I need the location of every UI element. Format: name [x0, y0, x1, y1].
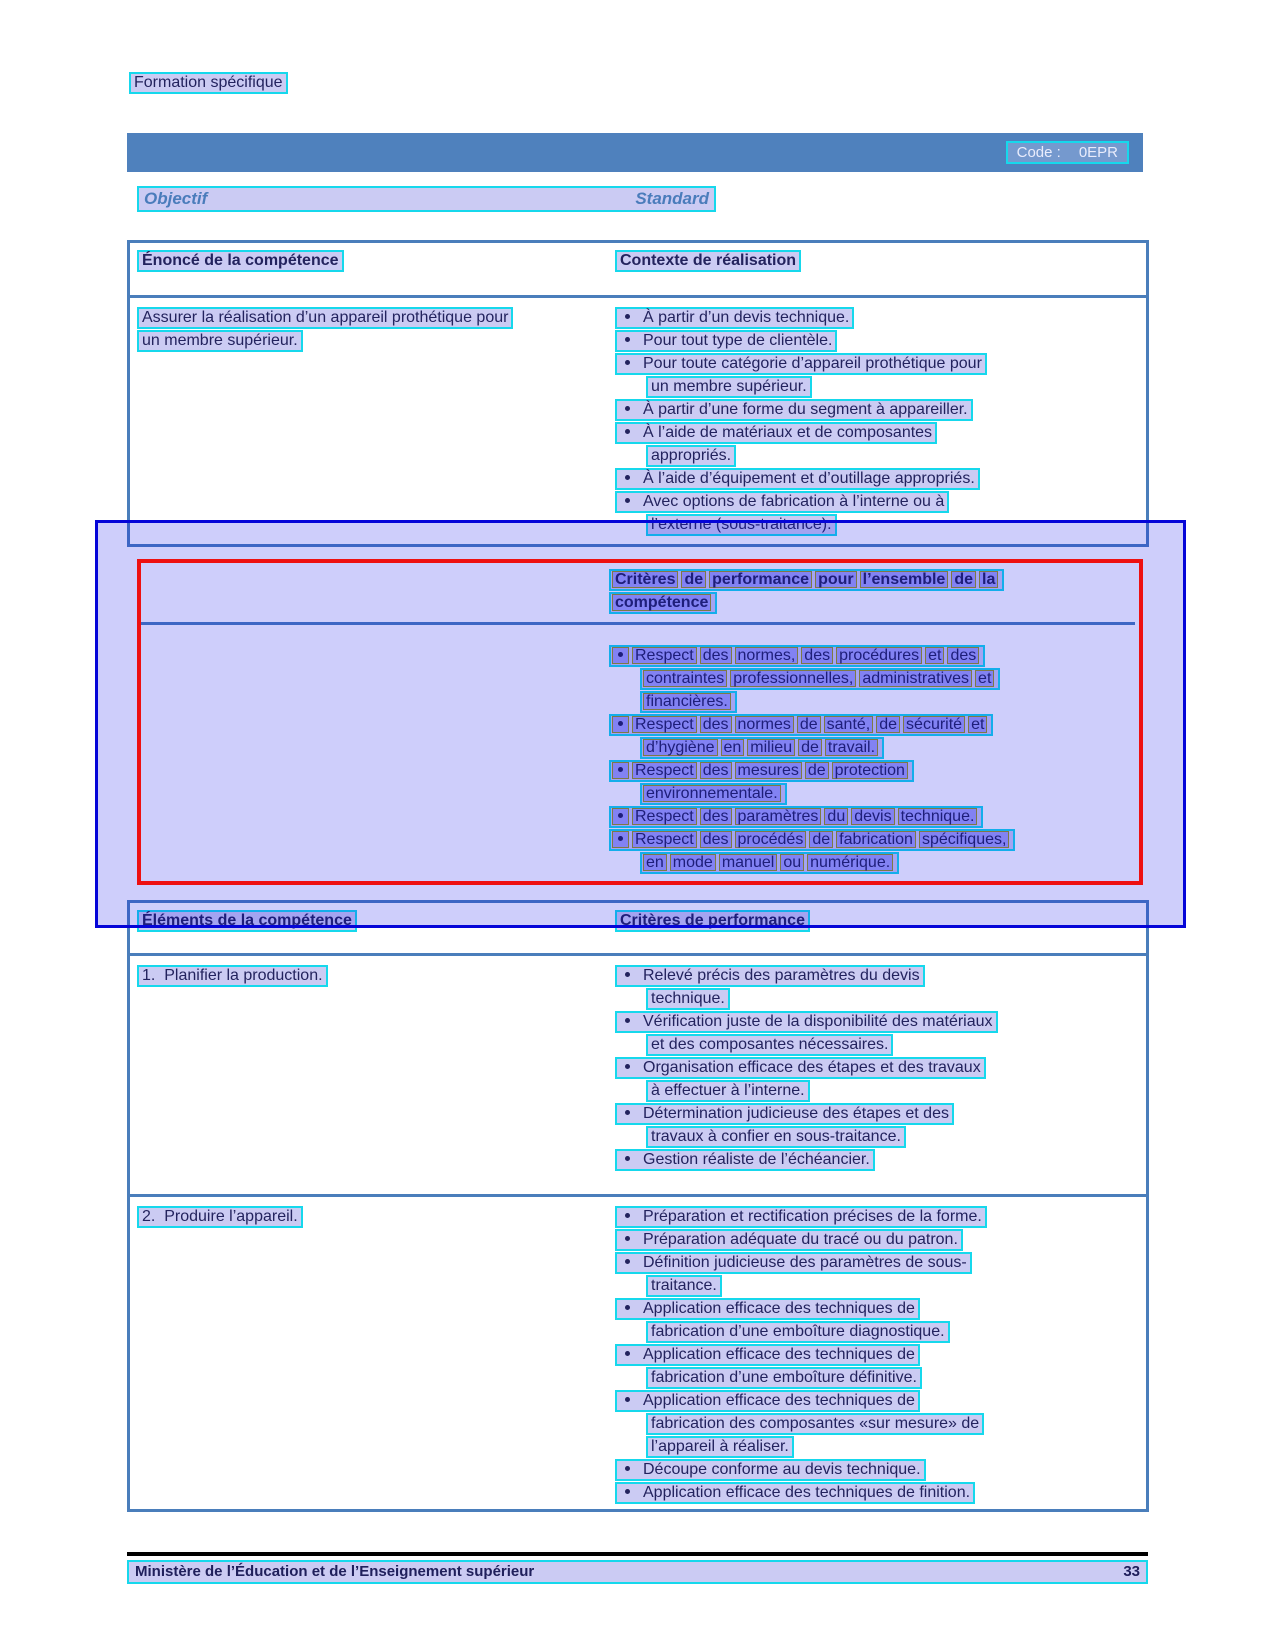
word-box: des	[700, 762, 732, 779]
bullet-line: fabrication d’une emboîture définitive.	[646, 1367, 922, 1389]
bullet-line: Relevé précis des paramètres du devis	[615, 965, 925, 987]
table1-header-right-cell	[615, 250, 1140, 295]
bullet-line: Avec options de fabrication à l’interne ou à	[615, 491, 949, 513]
bullet-line: à effectuer à l’interne.	[646, 1080, 810, 1102]
word-box: d’hygiène	[643, 739, 718, 756]
bullet-line	[609, 645, 985, 667]
bullet-dot-icon	[625, 1397, 630, 1402]
word-box: Critères	[612, 571, 678, 588]
table1-header-left-cell	[137, 250, 615, 295]
word-box: financières.	[643, 693, 731, 710]
bullet-item	[615, 1229, 1140, 1251]
bullet-dot-icon	[625, 406, 630, 411]
bullet-dot-icon	[618, 652, 623, 657]
bullet-dot-icon	[625, 1018, 630, 1023]
bullet-line	[609, 760, 914, 782]
bullet-item	[615, 1459, 1140, 1481]
text-line: Assurer la réalisation d’un appareil prothétique pour	[137, 307, 513, 329]
bullet-dot-icon	[625, 1305, 630, 1310]
table2-header-left: Éléments de la compétence	[137, 910, 357, 932]
bullet-line: Définition judicieuse des paramètres de sous-	[615, 1252, 972, 1274]
text-line	[609, 592, 717, 614]
bullet-item	[615, 1057, 1140, 1102]
word-box: des	[700, 647, 732, 664]
title-objectif: Objectif	[144, 189, 208, 208]
code-label: Code :	[1016, 144, 1061, 161]
bullet-line: fabrication des composantes «sur mesure» de	[646, 1413, 984, 1435]
table2-header-row	[130, 903, 1146, 956]
word-box: en	[643, 854, 667, 871]
bullet-line: Préparation et rectification précises de la forme.	[615, 1206, 987, 1228]
bullet-line	[640, 737, 884, 759]
bullet-dot-icon	[625, 1466, 630, 1471]
bullet-line	[609, 806, 983, 828]
word-box: professionnelles,	[730, 670, 856, 687]
bullet-item	[615, 1344, 1140, 1389]
word-box: de	[951, 571, 976, 588]
word-box: mode	[670, 854, 716, 871]
word-box: de	[805, 762, 829, 779]
word-box: fabrication	[836, 831, 916, 848]
bullet-line: fabrication d’une emboîture diagnostique.	[646, 1321, 950, 1343]
bullet-dot-icon	[618, 721, 623, 726]
bullet-line: traitance.	[646, 1275, 722, 1297]
footer	[127, 1560, 1148, 1584]
criteria-bullet-list	[615, 965, 1140, 1194]
bullet-item	[615, 1252, 1140, 1297]
word-box: du	[824, 808, 848, 825]
bullet-dot-box	[612, 716, 629, 733]
bullet-line: et des composantes nécessaires.	[646, 1034, 893, 1056]
bullet-item	[615, 491, 1140, 536]
word-box: performance	[709, 571, 812, 588]
section-divider	[137, 622, 1135, 625]
bullet-line: Application efficace des techniques de	[615, 1390, 920, 1412]
word-box: technique.	[898, 808, 978, 825]
table2-header-right-cell	[615, 910, 1140, 953]
bullet-dot-icon	[618, 836, 623, 841]
bullet-line: Détermination judicieuse des étapes et des	[615, 1103, 954, 1125]
word-box: de	[876, 716, 900, 733]
bullet-dot-icon	[625, 1259, 630, 1264]
bullet-dot-icon	[625, 1236, 630, 1241]
table2-header-right: Critères de performance	[615, 910, 810, 932]
bullet-item	[609, 806, 1135, 828]
bullet-dot-box	[612, 831, 629, 848]
bullet-item	[615, 1149, 1140, 1171]
bullet-line	[640, 852, 899, 874]
bullet-dot-box	[612, 808, 629, 825]
competency-statement-table	[127, 240, 1149, 547]
table-row	[130, 956, 1146, 1197]
word-box: paramètres	[735, 808, 822, 825]
bullet-dot-icon	[625, 1110, 630, 1115]
word-box: de	[798, 739, 822, 756]
context-bullet-list	[615, 307, 1140, 537]
word-box: et	[975, 670, 994, 687]
bullet-item	[615, 1390, 1140, 1458]
bullet-item	[615, 1298, 1140, 1343]
bullet-line: Application efficace des techniques de	[615, 1344, 920, 1366]
bullet-line: Pour toute catégorie d’appareil prothétique pour	[615, 353, 987, 375]
text-line: un membre supérieur.	[137, 330, 303, 352]
bullet-dot-icon	[625, 475, 630, 480]
word-box: la	[979, 571, 998, 588]
word-box: de	[797, 716, 821, 733]
bullet-line: À l’aide de matériaux et de composantes	[615, 422, 937, 444]
word-box: mesures	[735, 762, 802, 779]
bullet-dot-icon	[625, 498, 630, 503]
word-box: procédures	[836, 647, 922, 664]
word-box: protection	[832, 762, 908, 779]
bullet-line	[609, 829, 1015, 851]
bullet-line: l’externe (sous-traitance).	[646, 514, 837, 536]
element-label: 2. Produire l’appareil.	[137, 1206, 303, 1228]
bullet-item	[615, 1011, 1140, 1056]
bullet-item	[615, 330, 1140, 352]
word-box: pour	[815, 571, 857, 588]
word-box: Respect	[632, 647, 697, 664]
overall-performance-bullet-list	[609, 645, 1135, 874]
word-box: des	[947, 647, 979, 664]
code-value: 0EPR	[1078, 144, 1118, 161]
element-label-cell	[137, 965, 615, 1194]
word-box: ou	[780, 854, 804, 871]
bullet-line: Organisation efficace des étapes et des travaux	[615, 1057, 986, 1079]
bullet-item	[615, 1206, 1140, 1228]
word-box: spécifiques,	[919, 831, 1010, 848]
bullet-line: À partir d’une forme du segment à appareiller.	[615, 399, 973, 421]
criteria-bullet-list	[615, 1206, 1140, 1505]
bullet-line: Pour tout type de clientèle.	[615, 330, 837, 352]
word-box: en	[721, 739, 745, 756]
bullet-dot-icon	[625, 1351, 630, 1356]
word-box: de	[809, 831, 833, 848]
overall-performance-section	[137, 569, 1135, 875]
word-box: normes,	[735, 647, 799, 664]
bullet-item	[615, 468, 1140, 490]
text-line	[609, 569, 1004, 591]
bullet-dot-box	[612, 647, 629, 664]
word-box: administratives	[859, 670, 972, 687]
bullet-line	[609, 714, 993, 736]
bullet-line	[640, 691, 737, 713]
competency-statement-cell	[137, 307, 615, 537]
table2-header-left-cell	[137, 910, 615, 953]
word-box: des	[700, 831, 732, 848]
bullet-item	[609, 645, 1135, 713]
word-box: sécurité	[903, 716, 965, 733]
bullet-item	[609, 829, 1135, 874]
bullet-dot-icon	[625, 1489, 630, 1494]
competency-elements-table	[127, 900, 1149, 1512]
bullet-dot-icon	[625, 337, 630, 342]
bullet-line: technique.	[646, 988, 730, 1010]
bullet-line: l’appareil à réaliser.	[646, 1436, 794, 1458]
word-box: Respect	[632, 762, 697, 779]
bullet-line	[640, 783, 787, 805]
bullet-dot-icon	[625, 972, 630, 977]
word-box: travail.	[825, 739, 878, 756]
bullet-line: appropriés.	[646, 445, 736, 467]
bullet-line: travaux à confier en sous-traitance.	[646, 1126, 906, 1148]
bullet-line: Découpe conforme au devis technique.	[615, 1459, 926, 1481]
bullet-dot-icon	[625, 1156, 630, 1161]
table-row	[130, 1197, 1146, 1505]
bullet-line: Vérification juste de la disponibilité des matériaux	[615, 1011, 998, 1033]
document-title-row	[137, 186, 716, 212]
word-box: environnementale.	[643, 785, 781, 802]
word-box: numérique.	[807, 854, 893, 871]
code-badge	[1006, 141, 1129, 164]
bullet-line: Application efficace des techniques de finition.	[615, 1482, 975, 1504]
word-box: normes	[735, 716, 794, 733]
footer-text: Ministère de l’Éducation et de l’Enseignement supérieur	[135, 1563, 535, 1580]
word-box: Respect	[632, 808, 697, 825]
bullet-dot-icon	[625, 429, 630, 434]
table1-header-row	[130, 243, 1146, 298]
word-box: contraintes	[643, 670, 727, 687]
bullet-dot-icon	[618, 813, 623, 818]
bullet-item	[615, 399, 1140, 421]
bullet-dot-icon	[618, 767, 623, 772]
word-box: Respect	[632, 831, 697, 848]
bullet-line: un membre supérieur.	[646, 376, 812, 398]
bullet-line: Préparation adéquate du tracé ou du patron.	[615, 1229, 963, 1251]
table1-header-right: Contexte de réalisation	[615, 250, 801, 272]
bullet-item	[609, 760, 1135, 805]
word-box: des	[700, 716, 732, 733]
footer-highlight	[127, 1560, 1148, 1584]
bullet-dot-box	[612, 762, 629, 779]
word-box: de	[681, 571, 706, 588]
word-box: des	[700, 808, 732, 825]
bullet-item	[615, 307, 1140, 329]
word-box: santé,	[824, 716, 874, 733]
word-box: et	[968, 716, 987, 733]
word-box: compétence	[612, 594, 711, 611]
bullet-item	[609, 714, 1135, 759]
section-label: Formation spécifique	[129, 72, 288, 94]
bullet-line: Application efficace des techniques de	[615, 1298, 920, 1320]
bullet-item	[615, 422, 1140, 467]
table1-header-left: Énoncé de la compétence	[137, 250, 344, 272]
word-box: milieu	[747, 739, 795, 756]
bullet-dot-icon	[625, 360, 630, 365]
word-box: procédés	[735, 831, 807, 848]
title-standard: Standard	[635, 189, 709, 208]
bullet-line: À partir d’un devis technique.	[615, 307, 854, 329]
bullet-item	[615, 965, 1140, 1010]
word-box: et	[925, 647, 944, 664]
table1-body-row	[130, 298, 1146, 537]
bullet-item	[615, 1482, 1140, 1504]
bullet-item	[615, 353, 1140, 398]
word-box: devis	[851, 808, 894, 825]
element-label: 1. Planifier la production.	[137, 965, 328, 987]
overall-performance-heading	[609, 569, 1135, 614]
bullet-dot-icon	[625, 314, 630, 319]
word-box: Respect	[632, 716, 697, 733]
word-box: l’ensemble	[860, 571, 949, 588]
word-box: manuel	[719, 854, 777, 871]
bullet-line: À l’aide d’équipement et d’outillage appropriés.	[615, 468, 980, 490]
title-highlight	[137, 186, 716, 212]
bullet-dot-icon	[625, 1064, 630, 1069]
element-label-cell	[137, 1206, 615, 1505]
section-label-wrap	[129, 72, 288, 94]
footer-rule	[127, 1552, 1148, 1556]
bullet-dot-icon	[625, 1213, 630, 1218]
bullet-item	[615, 1103, 1140, 1148]
page-number: 33	[1123, 1563, 1140, 1580]
word-box: des	[801, 647, 833, 664]
bullet-line: Gestion réaliste de l’échéancier.	[615, 1149, 875, 1171]
bullet-line	[640, 668, 1000, 690]
header-bar	[127, 133, 1143, 172]
